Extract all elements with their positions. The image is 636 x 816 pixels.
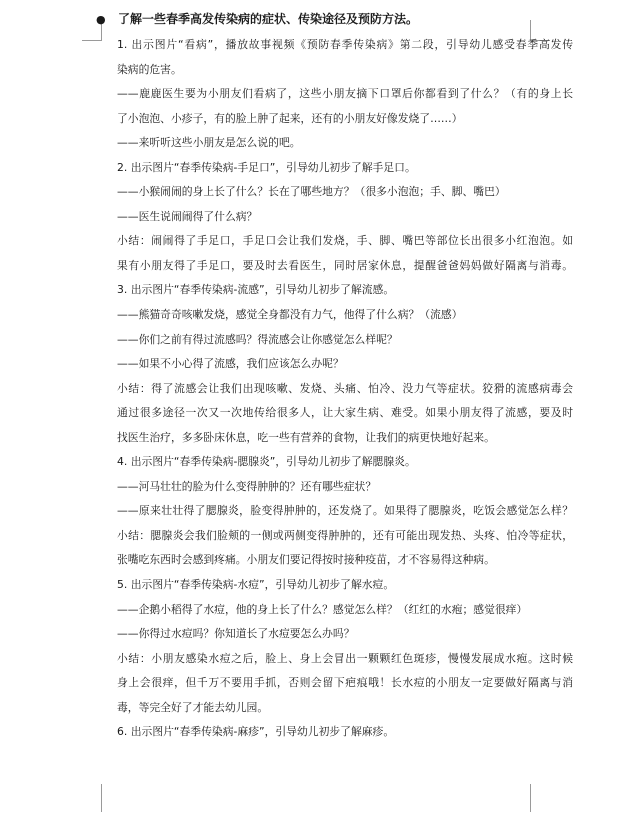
text-line: 小结：得了流感会让我们出现咳嗽、发烧、头痛、怕冷、没力气等症状。狡猾的流感病毒会	[117, 381, 573, 395]
crop-mark-bottom-right-vertical	[530, 784, 531, 812]
text-line: 小结：闹闹得了手足口，手足口会让我们发烧，手、脚、嘴巴等部位长出很多小红泡泡。如	[117, 234, 573, 248]
text-line: ——如果不小心得了流感，我们应该怎么办呢？	[117, 357, 344, 371]
text-line: 毒，等完全好了才能去幼儿园。	[117, 700, 269, 714]
text-line: ——来听听这些小朋友是怎么说的吧。	[117, 136, 301, 150]
text-line: ——你得过水痘吗？你知道长了水痘要怎么办吗？	[117, 627, 355, 641]
text-line: 了小泡泡、小疹子，有的脸上肿了起来，还有的小朋友好像发烧了……）	[117, 111, 463, 125]
text-line: 张嘴吃东西时会感到疼痛。小朋友们要记得按时接种疫苗，才不容易得这种病。	[117, 553, 495, 567]
text-line: 身上会很痒，但千万不要用手抓，否则会留下疤痕哦！长水痘的小朋友一定要做好隔离与消	[117, 676, 573, 690]
text-line: ——原来壮壮得了腮腺炎，脸变得肿肿的，还发烧了。如果得了腮腺炎，吃饭会感觉怎么样？	[117, 504, 573, 518]
text-line: ——熊猫奇奇咳嗽发烧，感觉全身都没有力气，他得了什么病？（流感）	[117, 308, 463, 322]
text-line: 果有小朋友得了手足口，要及时去看医生，同时居家休息，提醒爸爸妈妈做好隔离与消毒。	[117, 258, 573, 272]
text-line: 找医生治疗，多多卧床休息，吃一些有营养的食物，让我们的病更快地好起来。	[117, 430, 495, 444]
text-line: ——小猴闹闹的身上长了什么？长在了哪些地方？（很多小泡泡；手、脚、嘴巴）	[117, 185, 506, 199]
bullet-icon: ●	[96, 13, 106, 26]
text-line: 5. 出示图片“春季传染病-水痘”，引导幼儿初步了解水痘。	[117, 578, 395, 592]
text-line: 小结：腮腺炎会我们脸颊的一侧或两侧变得肿肿的，还有可能出现发热、头疼、怕冷等症状，	[117, 528, 573, 542]
text-line: 染病的危害。	[117, 62, 182, 76]
text-line: ——你们之前有得过流感吗？得流感会让你感觉怎么样呢？	[117, 332, 398, 346]
section-heading-text: 了解一些春季高发传染病的症状、传染途径及预防方法。	[118, 12, 419, 26]
text-line: ——企鹅小稻得了水痘，他的身上长了什么？感觉怎么样？（红红的水疱；感觉很痒）	[117, 602, 528, 616]
text-line: 2. 出示图片“春季传染病-手足口”，引导幼儿初步了解手足口。	[117, 160, 416, 174]
section-heading	[96, 10, 418, 27]
text-line: 6. 出示图片“春季传染病-麻疹”，引导幼儿初步了解麻疹。	[117, 725, 395, 739]
crop-mark-bottom-left-vertical	[101, 784, 102, 812]
text-line: 1. 出示图片“看病”，播放故事视频《预防春季传染病》第二段，引导幼儿感受春季高发传	[117, 38, 573, 51]
text-line: 小结：小朋友感染水痘之后，脸上、身上会冒出一颗颗红色斑疹，慢慢发展成水疱。这时候	[117, 651, 573, 665]
document-body	[117, 33, 573, 745]
text-line: 通过很多途径一次又一次地传给很多人，让大家生病、难受。如果小朋友得了流感，要及时	[117, 406, 573, 420]
crop-mark-top-left-horizontal	[82, 40, 102, 41]
text-line: ——鹿鹿医生要为小朋友们看病了，这些小朋友摘下口罩后你都看到了什么？（有的身上长	[117, 87, 573, 101]
text-line: ——医生说闹闹得了什么病？	[117, 209, 258, 223]
text-line: 4. 出示图片“春季传染病-腮腺炎”，引导幼儿初步了解腮腺炎。	[117, 455, 416, 469]
text-line: 3. 出示图片“春季传染病-流感”，引导幼儿初步了解流感。	[117, 283, 395, 297]
text-line: ——河马壮壮的脸为什么变得肿肿的？还有哪些症状？	[117, 479, 377, 493]
